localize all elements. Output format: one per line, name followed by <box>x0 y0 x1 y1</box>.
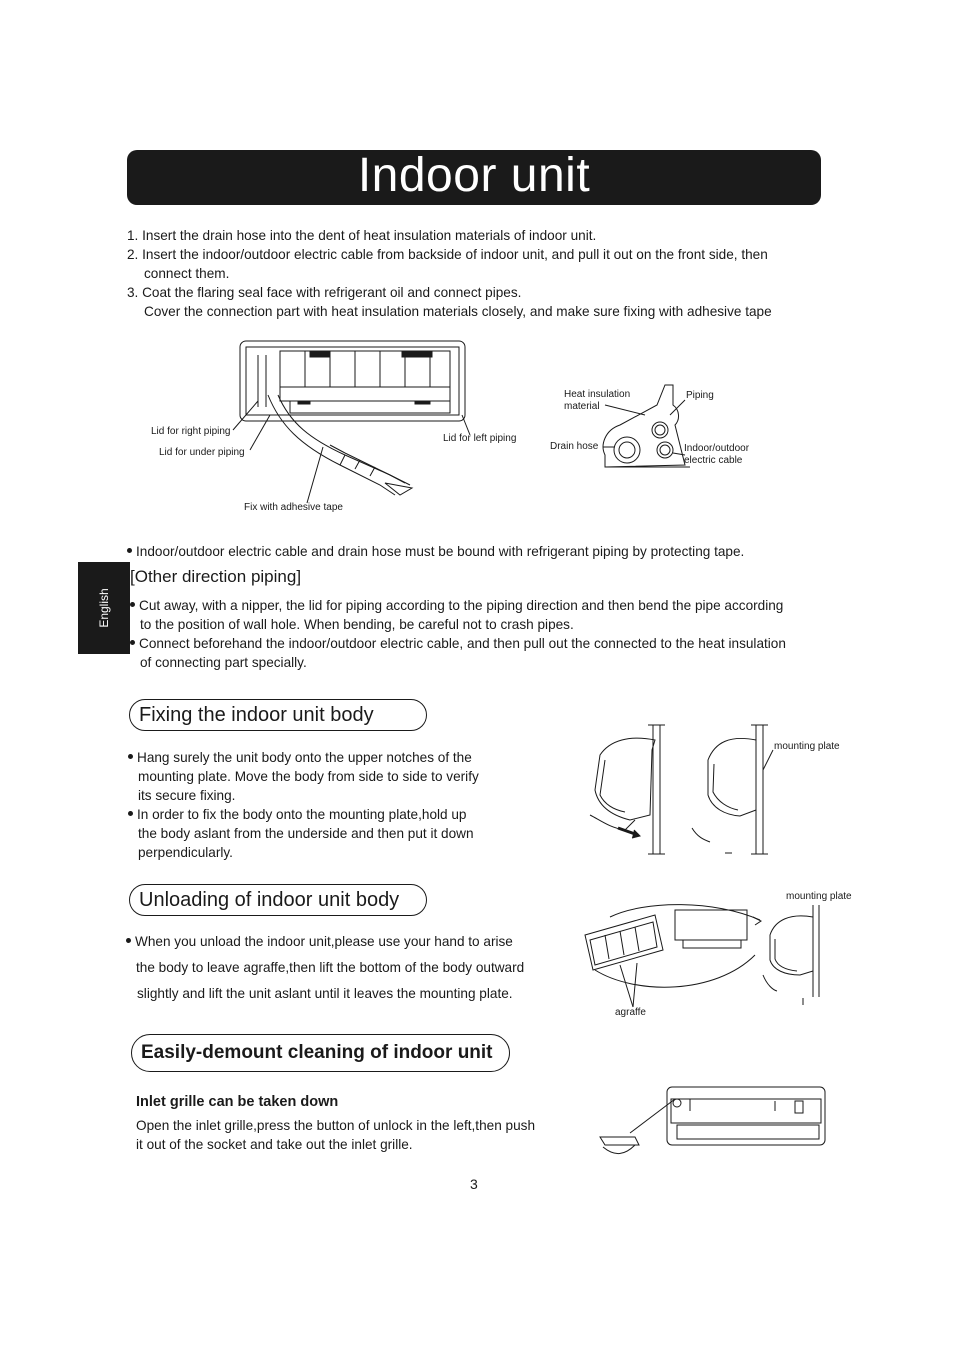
other-direction-text <box>130 596 860 672</box>
label-mounting-plate-unloading: mounting plate <box>786 891 852 902</box>
label-heat-insulation: Heat insulation <box>564 389 631 400</box>
label-fix-adhesive-tape: Fix with adhesive tape <box>244 502 343 513</box>
label-heat-insulation-material: material <box>564 401 600 412</box>
label-piping: Piping <box>686 390 714 401</box>
cleaning-text <box>136 1116 586 1154</box>
label-drain-hose: Drain hose <box>550 441 599 452</box>
fixing-b1-l3: its secure fixing. <box>138 788 236 803</box>
label-agraffe: agraffe <box>615 1007 646 1018</box>
cleaning-heading: Easily-demount cleaning of indoor unit <box>131 1034 510 1072</box>
fixing-b2-l3: perpendicularly. <box>138 845 233 860</box>
label-mounting-plate-fixing: mounting plate <box>774 741 840 752</box>
unloading-l1: When you unload the indoor unit,please use your hand to arise <box>135 934 513 949</box>
bullet-icon <box>130 602 135 607</box>
bullet-icon <box>128 754 133 759</box>
step-2-cont: connect them. <box>144 266 230 281</box>
unloading-l3: slightly and lift the unit aslant until it leaves the mounting plate. <box>137 986 513 1001</box>
label-lid-left-piping: Lid for left piping <box>443 433 517 444</box>
unloading-text <box>126 929 576 1007</box>
bound-note <box>127 542 744 561</box>
page-number: 3 <box>470 1176 478 1192</box>
label-lid-under-piping: Lid for under piping <box>159 447 245 458</box>
fixing-text <box>128 748 528 862</box>
label-electric-cable: electric cable <box>684 455 743 466</box>
language-tab-label: English <box>97 588 111 628</box>
bullet-icon <box>127 548 132 553</box>
language-tab <box>78 562 130 654</box>
inlet-grille-diagram <box>595 1085 835 1165</box>
step-1: 1. Insert the drain hose into the dent of heat insulation materials of indoor unit. <box>127 228 597 243</box>
fixing-b1-l2: mounting plate. Move the body from side to side to verify <box>138 769 479 784</box>
fixing-heading: Fixing the indoor unit body <box>129 699 427 731</box>
fixing-b2-l1: In order to fix the body onto the mounting plate,hold up <box>137 807 467 822</box>
bound-note-text: Indoor/outdoor electric cable and drain hose must be bound with refrigerant piping by protecting tape. <box>136 544 745 559</box>
unloading-l2: the body to leave agraffe,then lift the bottom of the body outward <box>136 960 525 975</box>
label-lid-right-piping: Lid for right piping <box>151 426 231 437</box>
other-direction-b2-l2: of connecting part specially. <box>140 655 307 670</box>
bullet-icon <box>130 640 135 645</box>
cleaning-l2: it out of the socket and take out the inlet grille. <box>136 1137 413 1152</box>
bullet-icon <box>126 938 131 943</box>
step-3: 3. Coat the flaring seal face with refrigerant oil and connect pipes. <box>127 285 522 300</box>
label-cable: Indoor/outdoor <box>684 443 750 454</box>
cleaning-l1: Open the inlet grille,press the button of unlock in the left,then push <box>136 1118 536 1133</box>
other-direction-heading: [Other direction piping] <box>130 567 302 586</box>
cleaning-subheading: Inlet grille can be taken down <box>136 1094 339 1110</box>
unloading-heading: Unloading of indoor unit body <box>129 884 427 916</box>
fixing-b2-l2: the body aslant from the underside and then put it down <box>138 826 474 841</box>
step-3-cont: Cover the connection part with heat insulation materials closely, and make sure fixing with adhesive tape <box>144 304 772 319</box>
other-direction-b1-l1: Cut away, with a nipper, the lid for piping according to the piping direction and then bend the pipe according <box>139 598 784 613</box>
installation-steps <box>127 226 857 321</box>
other-direction-b1-l2: to the position of wall hole. When bending, be careful not to crash pipes. <box>140 617 574 632</box>
step-2: 2. Insert the indoor/outdoor electric cable from backside of indoor unit, and pull it out on the front side, then <box>127 247 768 262</box>
fixing-b1-l1: Hang surely the unit body onto the upper notches of the <box>137 750 472 765</box>
other-direction-b2-l1: Connect beforehand the indoor/outdoor electric cable, and then pull out the connected to the heat insulation <box>139 636 786 651</box>
bullet-icon <box>128 811 133 816</box>
page-title: Indoor unit <box>127 150 821 205</box>
unloading-diagram <box>575 895 875 1015</box>
